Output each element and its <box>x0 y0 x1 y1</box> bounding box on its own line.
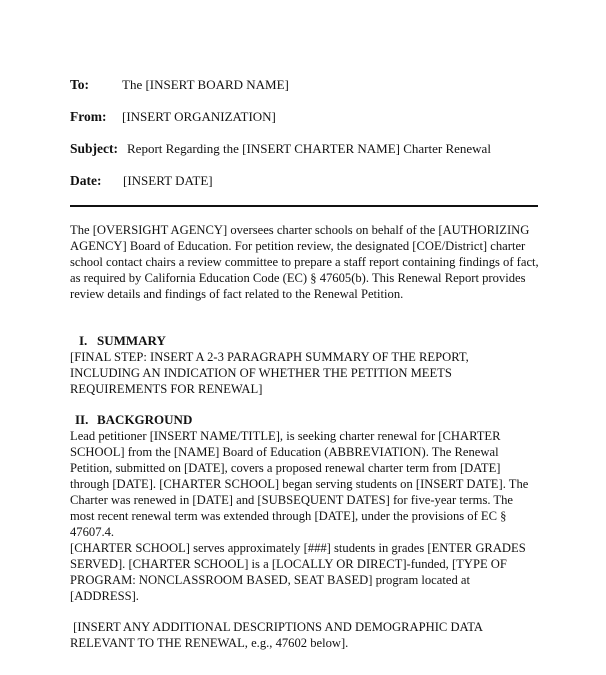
memo-to-row <box>70 77 289 93</box>
background-heading <box>75 412 192 428</box>
to-label: To: <box>70 77 90 92</box>
summary-number: I. <box>79 333 88 348</box>
subject-value: Report Regarding the [INSERT CHARTER NAME] Charter Renewal <box>127 141 491 156</box>
summary-title: SUMMARY <box>97 333 166 348</box>
summary-heading <box>79 333 166 349</box>
summary-body: [FINAL STEP: INSERT A 2-3 PARAGRAPH SUMMARY OF THE REPORT, INCLUDING AN INDICATION OF WHETHER THE PETITION MEETS REQUIREMENTS FOR RENEWAL] <box>70 350 469 396</box>
background-title: BACKGROUND <box>97 412 193 427</box>
to-value: The [INSERT BOARD NAME] <box>122 77 289 92</box>
from-label: From: <box>70 109 107 124</box>
background-number: II. <box>75 412 89 427</box>
date-label: Date: <box>70 173 102 188</box>
intro-paragraph: The [OVERSIGHT AGENCY] oversees charter schools on behalf of the [AUTHORIZING AGENCY] Board of Education. For petition review, the designated [COE/District] charter school contact chairs a review committee to prepare a staff report containing findings of fact, as required by California Education Code (EC) § 47605(b). This Renewal Report provides review details and findings of fact related to the Renewal Petition. <box>70 223 539 301</box>
background-paragraph-1: Lead petitioner [INSERT NAME/TITLE], is seeking charter renewal for [CHARTER SCHOOL] from the [NAME] Board of Education (ABBREVIATION). The Renewal Petition, submitted on [DATE], covers a proposed renewal charter term from [DATE] through [DATE]. [CHARTER SCHOOL] began serving students on [INSERT DATE]. The Charter was renewed in [DATE] and [SUBSEQUENT DATES] for five-year terms. The most recent renewal term was extended through [DATE], under the provisions of EC § 47607.4. <box>70 429 529 539</box>
memo-date-row <box>70 173 213 189</box>
date-value: [INSERT DATE] <box>123 173 213 188</box>
background-paragraph-3: [INSERT ANY ADDITIONAL DESCRIPTIONS AND DEMOGRAPHIC DATA RELEVANT TO THE RENEWAL, e.g., 47602 below]. <box>70 620 486 650</box>
memo-from-row <box>70 109 276 125</box>
subject-label: Subject: <box>70 141 118 156</box>
memo-subject-row <box>70 141 491 157</box>
background-paragraph-2: [CHARTER SCHOOL] serves approximately [###] students in grades [ENTER GRADES SERVED]. [CHARTER SCHOOL] is a [LOCALLY OR DIRECT]-funded, [TYPE OF PROGRAM: NONCLASSROOM BASED, SEAT BASED] program located at [ADDRESS]. <box>70 541 526 603</box>
header-divider <box>70 205 538 207</box>
from-value: [INSERT ORGANIZATION] <box>122 109 276 124</box>
